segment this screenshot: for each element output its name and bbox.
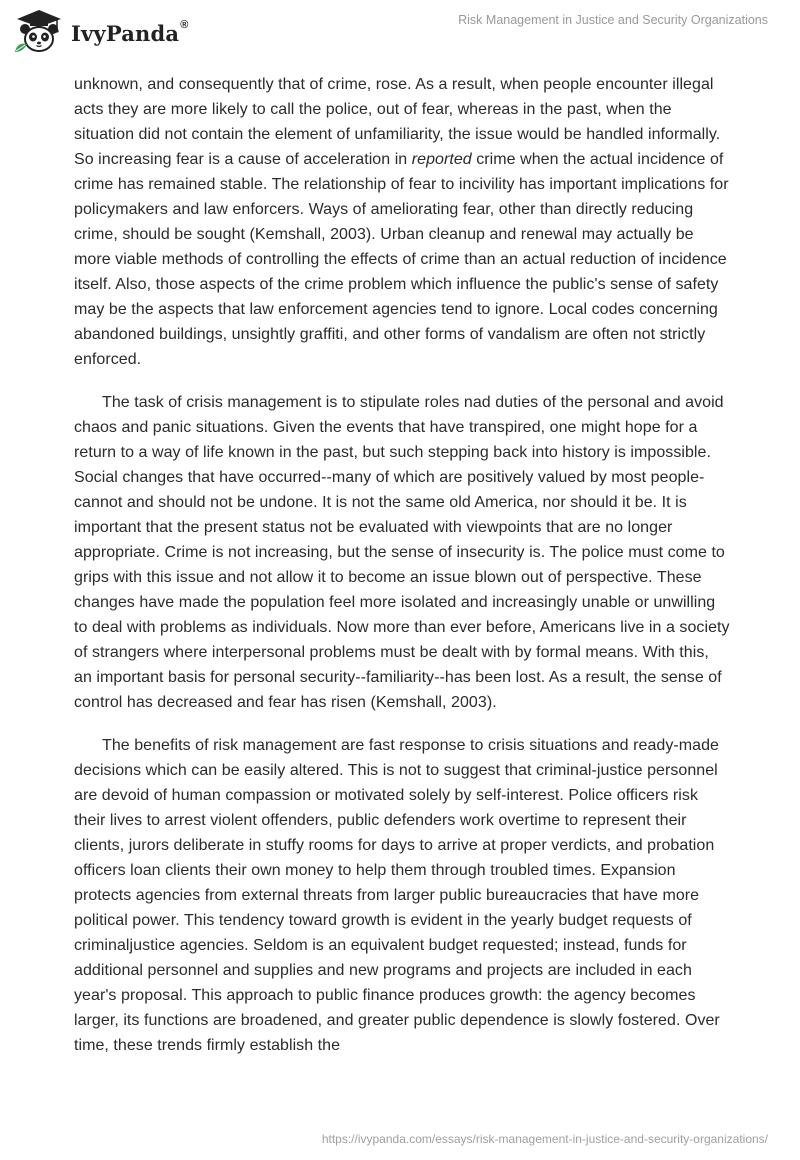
registered-mark: ® — [180, 18, 189, 31]
paragraph-1-text-a: unknown, and consequently that of crime, rose. As a result, when people encounter illegal acts they are more likely to call the police, out of fear, whereas in the past, when the situation did not contain the element of unfamiliarity, the issue would be handled informally. So increasing fear is a cause of acceleration in — [74, 76, 721, 168]
paragraph-2: The task of crisis management is to stipulate roles nad duties of the personal and avoid chaos and panic situations. Given the events that have transpired, one might hope for a return to a way of life known in the past, but such stepping back into history is impossible. Social changes that have occurred--many of which are positively valued by most people-cannot and should not be undone. It is not the same old America, nor should it be. It is important that the present status not be evaluated with viewpoints that are no longer appropriate. Crime is not increasing, but the sense of insecurity is. The police must come to grips with this issue and not allow it to become an issue blown out of perspective. These changes have made the population feel more isolated and increasingly unable or unwilling to deal with problems as individuals. Now more than ever before, Americans live in a society of strangers where interpersonal problems must be dealt with by formal means. With this, an important basis for personal security--familiarity--has been lost. As a result, the sense of control has decreased and fear has risen (Kemshall, 2003). — [74, 394, 730, 711]
brand-name-text: IvyPanda — [71, 20, 180, 46]
paragraph-1 — [74, 72, 730, 372]
brand-name — [71, 18, 189, 46]
paragraph-3: The benefits of risk management are fast response to crisis situations and ready-made decisions which can be easily altered. This is not to suggest that criminal-justice personnel are devoid of human compassion or motivated solely by self-interest. Police officers risk their lives to arrest violent offenders, public defenders work overtime to represent their clients, jurors deliberate in stuffy rooms for days to arrive at proper verdicts, and probation officers loan clients their own money to help them through troubled times. Expansion protects agencies from external threats from larger public bureaucracies that have more political power. This tendency toward growth is evident in the yearly budget requests of criminaljustice agencies. Seldom is an equivalent budget requested; instead, funds for additional personnel and supplies and new programs and projects are included in each year's proposal. This approach to public finance produces growth: the agency becomes larger, its functions are broadened, and greater public dependence is slowly fostered. Over time, these trends firmly establish the — [74, 737, 720, 1054]
document-title: Risk Management in Justice and Security Organizations — [458, 13, 768, 27]
panda-graduate-icon — [13, 8, 65, 56]
paragraph-1-text-b: crime when the actual incidence of crime has remained stable. The relationship of fear to incivility has important implications for policymakers and law enforcers. Ways of ameliorating fear, other than directly reducing crime, should be sought (Kemshall, 2003). Urban cleanup and renewal may actually be more viable methods of controlling the effects of crime than an actual reduction of incidence itself. Also, those aspects of the crime problem which influence the public's sense of safety may be the aspects that law enforcement agencies tend to ignore. Local codes concerning abandoned buildings, unsightly graffiti, and other forms of vandalism are often not strictly enforced. — [74, 151, 729, 368]
page-header — [0, 0, 800, 70]
ivypanda-logo[interactable] — [13, 8, 189, 56]
emphasis-reported: reported — [411, 151, 472, 168]
source-url[interactable]: https://ivypanda.com/essays/risk-management-in-justice-and-security-organizations/ — [321, 1132, 768, 1146]
essay-body — [74, 72, 730, 1076]
